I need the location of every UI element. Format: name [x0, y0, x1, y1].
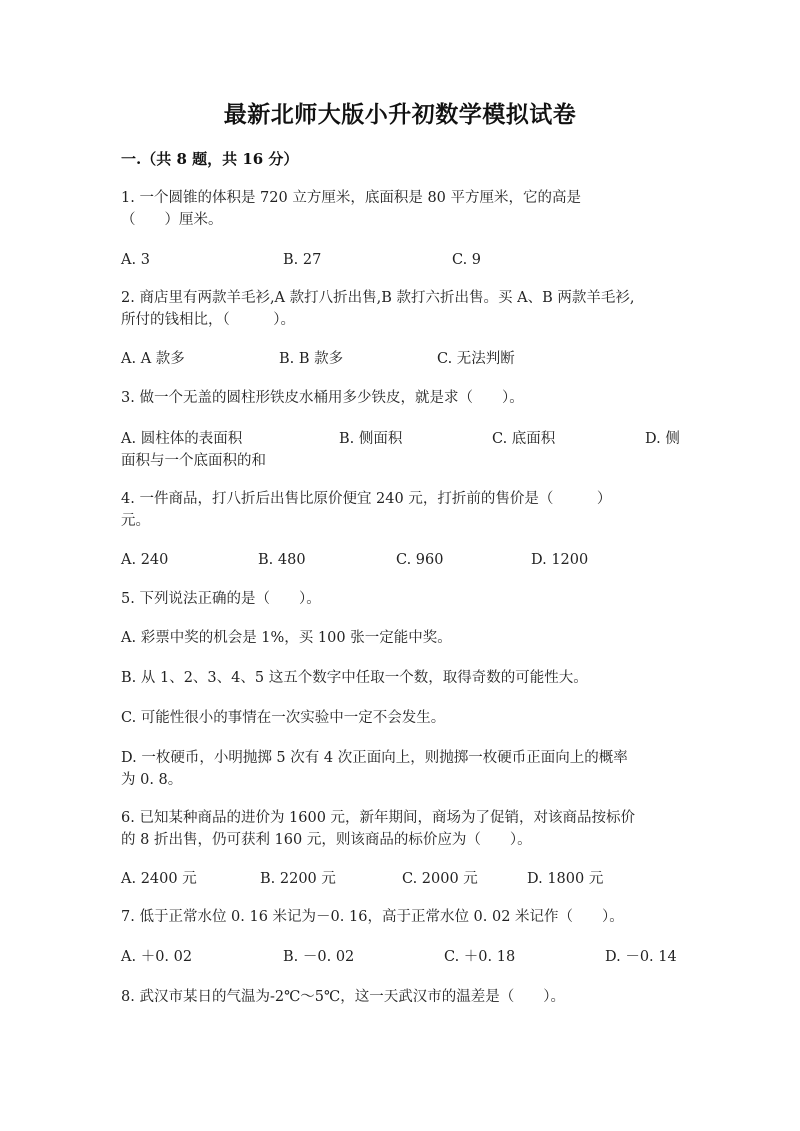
question-3-option-a: A. 圆柱体的表面积: [121, 431, 243, 447]
question-4-option-b: B. 480: [258, 552, 306, 568]
question-1-option-c: C. 9: [452, 252, 482, 268]
question-6-line-1: 6. 已知某种商品的进价为 1600 元，新年期间，商场为了促销，对该商品按标价: [121, 810, 636, 826]
question-5-statement-b: B. 从 1、2、3、4、5 这五个数字中任取一个数，取得奇数的可能性大。: [121, 670, 588, 686]
question-4-option-d: D. 1200: [531, 552, 589, 568]
question-6-option-b: B. 2200 元: [260, 871, 336, 887]
page-title: 最新北师大版小升初数学模拟试卷: [223, 101, 577, 128]
question-3-line-1: 3. 做一个无盖的圆柱形铁皮水桶用多少铁皮，就是求（ ）。: [121, 390, 524, 406]
question-5-statement-d-continued: 为 0. 8。: [121, 772, 183, 788]
question-7-option-a: A. ＋0. 02: [121, 949, 193, 965]
question-5-statement-a: A. 彩票中奖的机会是 1%，买 100 张一定能中奖。: [121, 630, 452, 646]
question-3-option-d: D. 侧: [645, 431, 680, 447]
question-6-line-2: 的 8 折出售，仍可获利 160 元，则该商品的标价应为（ ）。: [121, 832, 532, 848]
question-2-option-c: C. 无法判断: [437, 351, 515, 367]
question-6-option-a: A. 2400 元: [121, 871, 197, 887]
question-5-statement-d: D. 一枚硬币，小明抛掷 5 次有 4 次正面向上，则抛掷一枚硬币正面向上的概率: [121, 750, 628, 766]
question-8-line-1: 8. 武汉市某日的气温为-2℃～5℃，这一天武汉市的温差是（ ）。: [121, 989, 565, 1005]
question-4-option-c: C. 960: [396, 552, 444, 568]
question-3-option-d-continued: 面积与一个底面积的和: [121, 453, 266, 469]
question-7-line-1: 7. 低于正常水位 0. 16 米记为－0. 16，高于正常水位 0. 02 米记作（ ）。: [121, 909, 624, 925]
question-5-statement-c: C. 可能性很小的事情在一次实验中一定不会发生。: [121, 710, 446, 726]
question-2-line-2: 所付的钱相比，（ ）。: [121, 312, 295, 328]
question-1-option-a: A. 3: [121, 252, 150, 268]
question-3-option-c: C. 底面积: [492, 431, 556, 447]
question-4-line-1: 4. 一件商品，打八折后出售比原价便宜 240 元，打折前的售价是（ ）: [121, 491, 612, 507]
question-7-option-d: D. －0. 14: [605, 949, 677, 965]
question-6-option-d: D. 1800 元: [527, 871, 604, 887]
question-1-option-b: B. 27: [283, 252, 322, 268]
question-7-option-c: C. ＋0. 18: [444, 949, 516, 965]
question-7-option-b: B. －0. 02: [283, 949, 355, 965]
question-4-line-2: 元。: [121, 513, 150, 529]
question-3-option-b: B. 侧面积: [339, 431, 403, 447]
question-6-option-c: C. 2000 元: [402, 871, 478, 887]
question-2-option-a: A. A 款多: [121, 351, 185, 367]
question-1-line-1: 1. 一个圆锥的体积是 720 立方厘米，底面积是 80 平方厘米，它的高是: [121, 190, 582, 206]
question-4-option-a: A. 240: [121, 552, 169, 568]
question-2-line-1: 2. 商店里有两款羊毛衫,A 款打八折出售,B 款打六折出售。买 A、B 两款羊毛衫,: [121, 290, 635, 306]
question-2-option-b: B. B 款多: [279, 351, 344, 367]
question-1-line-2: （ ）厘米。: [121, 212, 223, 228]
question-5-line-1: 5. 下列说法正确的是（ ）。: [121, 591, 321, 607]
section-heading: 一.（共 8 题，共 16 分）: [121, 150, 299, 168]
